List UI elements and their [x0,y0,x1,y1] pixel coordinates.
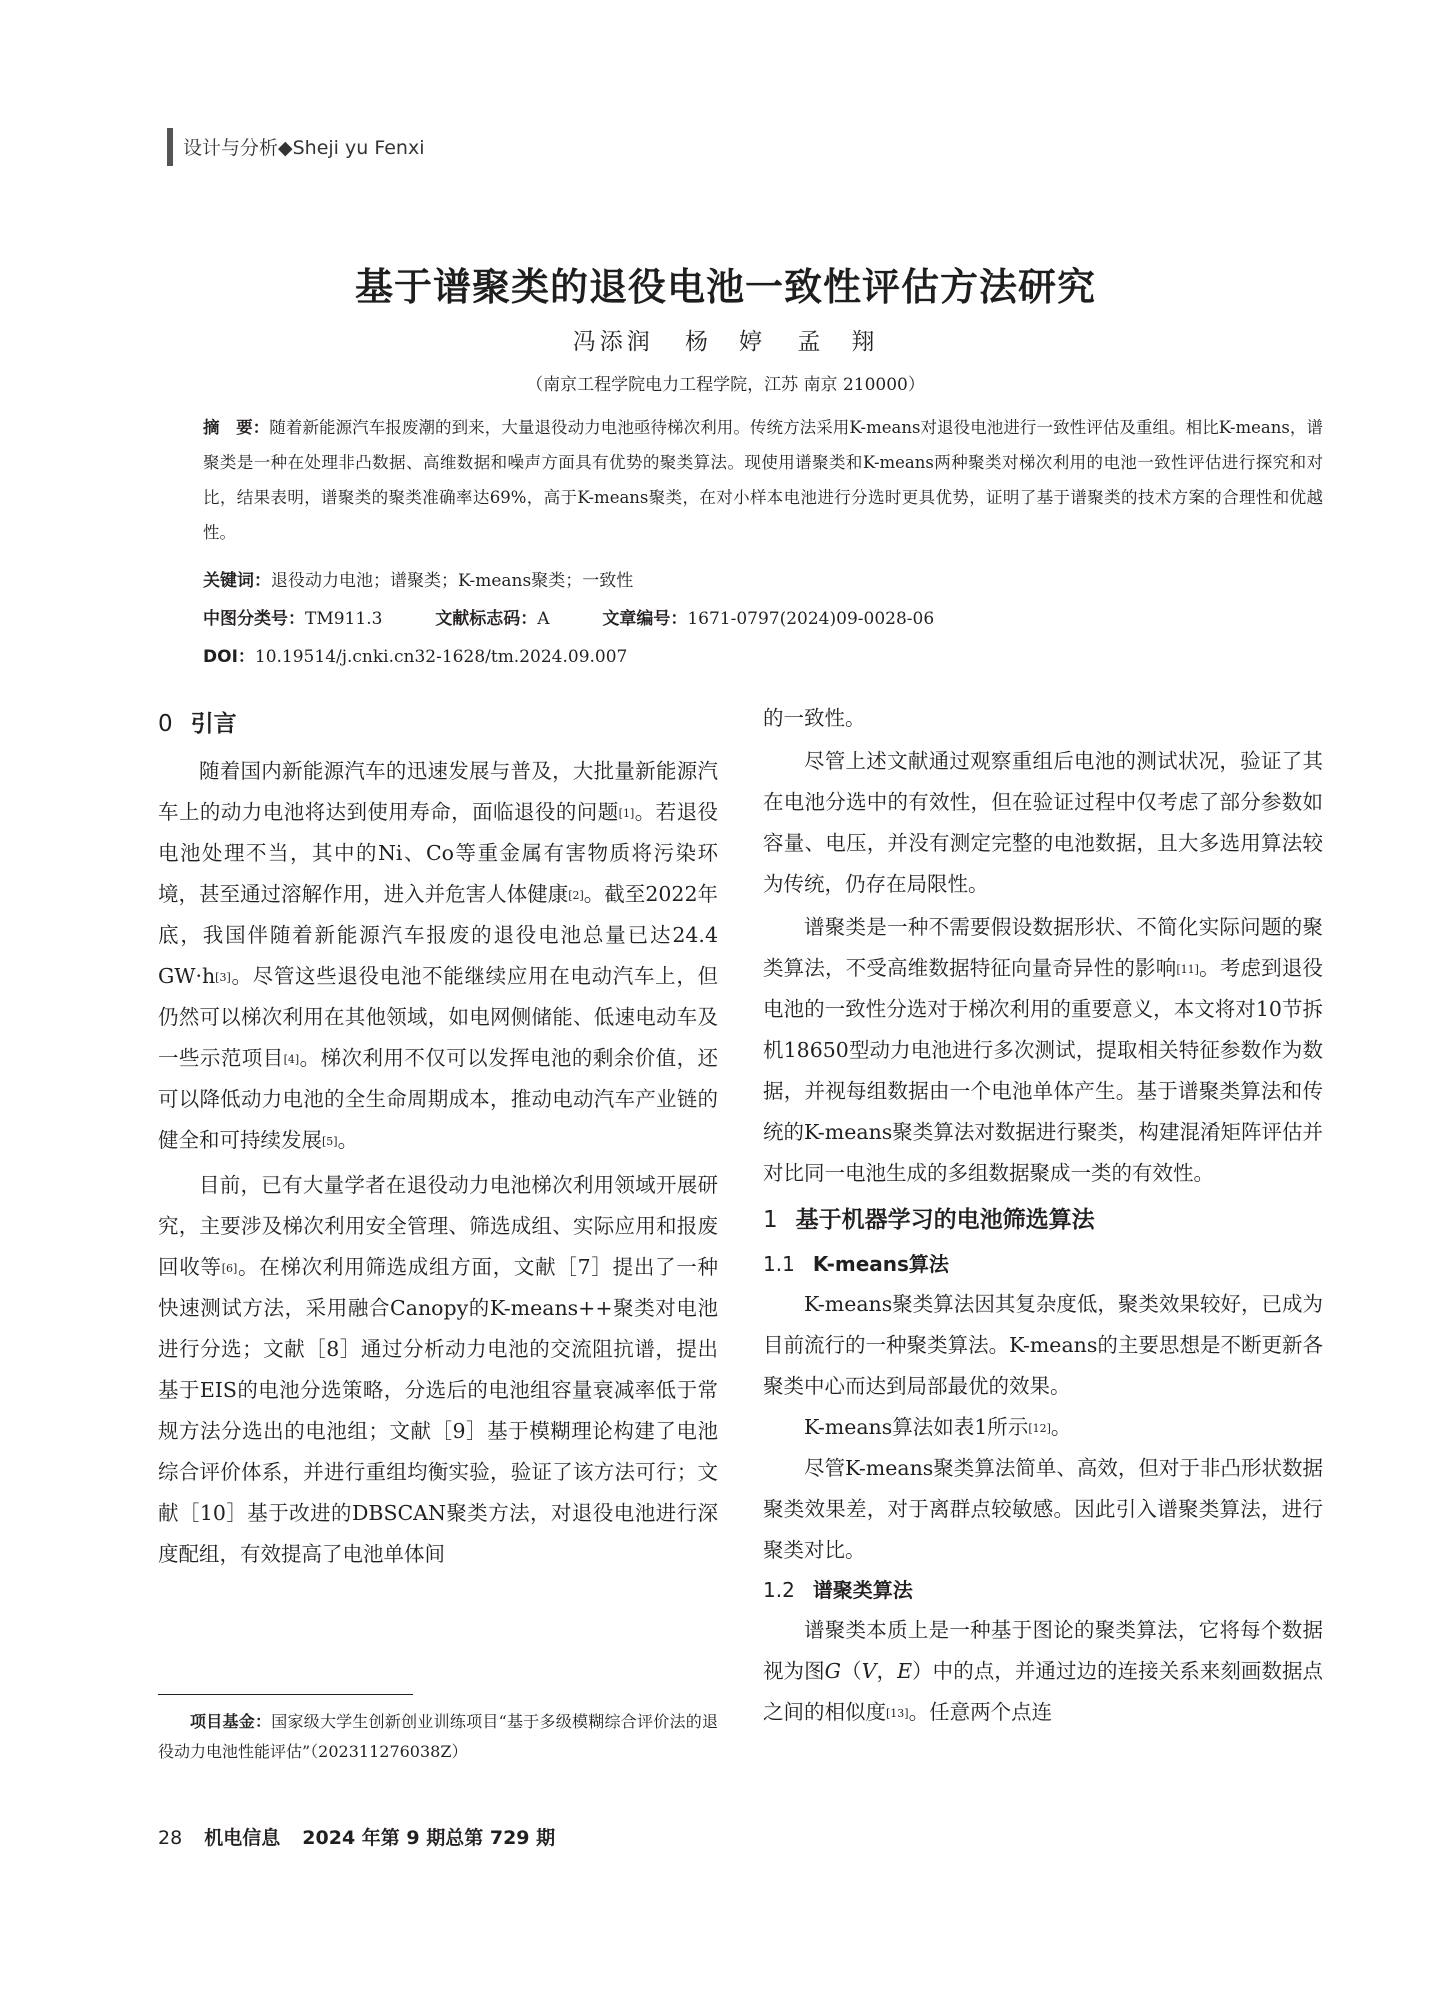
section-title: 基于机器学习的电池筛选算法 [795,1207,1095,1233]
citation: [6] [221,1262,238,1275]
clc-label: 中图分类号： [203,609,305,629]
intro-paragraph-3: 尽管上述文献通过观察重组后电池的测试状况，验证了其在电池分选中的有效性，但在验证过程中仅考虑了部分参数如容量、电压，并没有测定完整的电池数据，且大多选用算法较为传统，仍存在局限性。 [763,749,1323,896]
article-no-label: 文章编号： [602,609,688,629]
page-number: 28 [158,1827,183,1849]
keywords-text: 退役动力电池；谱聚类；K-means聚类；一致性 [271,571,634,591]
subsection-number: 1.2 [763,1578,795,1602]
doc-code-label: 文献标志码： [435,609,538,629]
intro-paragraph-2: 目前，已有大量学者在退役动力电池梯次利用领域开展研究，主要涉及梯次利用安全管理、筛选成组、实际应用和报废回收等[6]。在梯次利用筛选成组方面，文献［7］提出了一种快速测试方法，采用融合Canopy的K-means++聚类对电池进行分选；文献［8］通过分析动力电池的交流阻抗谱，提出基于EIS的电池分选策略，分选后的电池组容量衰减率低于常规方法分选出的电池组；文献［9］基于模糊理论构建了电池综合评价体系，并进行重组均衡实验，验证了该方法可行；文献［10］基于改进的DBSCAN聚类方法，对退役电池进行深度配组，有效提高了电池单体间 [158,1173,719,1566]
citation: [2] [568,889,584,902]
subsection-title: K-means算法 [812,1252,949,1276]
paper-title: 基于谱聚类的退役电池一致性评估方法研究 [354,265,1096,309]
issue-info: 2024 年第 9 期总第 729 期 [302,1827,556,1849]
section-title: 引言 [190,711,237,737]
footnote-text: 国家级大学生创新创业训练项目“基于多级模糊综合评价法的退役动力电池性能评估”（202311276038Z） [158,1712,718,1761]
subsection-title: 谱聚类算法 [812,1578,913,1602]
intro-paragraph-2-continued: 的一致性。 [763,706,866,730]
kmeans-paragraph-2: K-means算法如表1所示[12]。 [804,1415,1072,1439]
abstract-text: 随着新能源汽车报废潮的到来，大量退役动力电池亟待梯次利用。传统方法采用K-means对退役电池进行一致性评估及重组。相比K-means，谱聚类是一种在处理非凸数据、高维数据和噪声方面具有优势的聚类算法。现使用谱聚类和K-means两种聚类对梯次利用的电池一致性评估进行探究和对比，结果表明，谱聚类的聚类准确率达69%，高于K-means聚类，在对小样本电池进行分选时更具优势，证明了基于谱聚类的技术方案的合理性和优越性。 [203,418,1323,542]
citation: [1] [618,807,635,820]
citation: [4] [283,1053,300,1066]
citation: [12] [1028,1422,1051,1435]
affiliation: （南京工程学院电力工程学院，江苏 南京 210000） [526,375,925,395]
citation: [5] [322,1135,338,1148]
author-2: 杨 婷 [685,329,766,355]
classification [203,604,934,629]
running-header: 设计与分析◆Sheji yu Fenxi [183,137,425,159]
section-heading-1 [763,1200,1323,1241]
section-number: 0 [158,711,173,737]
header-bar [167,128,173,166]
footnote-rule [158,1694,413,1695]
article-no-value: 1671-0797(2024)09-0028-06 [687,609,935,629]
right-column [763,698,1323,1733]
citation: [11] [1176,963,1199,976]
author-1: 冯添润 [572,329,654,355]
doi [203,642,627,667]
abstract-label: 摘 要： [203,418,270,437]
clc-value: TM911.3 [305,609,383,629]
keywords [203,566,633,591]
authors [0,323,1451,356]
subsection-heading-1-1 [763,1245,1323,1284]
abstract [203,410,1323,550]
kmeans-paragraph-1: K-means聚类算法因其复杂度低，聚类效果较好，已成为目前流行的一种聚类算法。K-means的主要思想是不断更新各聚类中心而达到局部最优的效果。 [763,1292,1323,1398]
graph-symbol: G [824,1659,842,1683]
section-number: 1 [763,1207,778,1233]
page-footer [158,1823,555,1850]
citation: [3] [215,971,231,984]
section-heading-0 [158,704,718,745]
subsection-number: 1.1 [763,1252,795,1276]
doc-code-value: A [537,609,550,629]
doi-label: DOI： [203,647,255,667]
author-3: 孟 翔 [797,329,879,355]
intro-paragraph-4: 谱聚类是一种不需要假设数据形状、不简化实际问题的聚类算法，不受高维数据特征向量奇异性的影响[11]。考虑到退役电池的一致性分选对于梯次利用的重要意义，本文将对10节拆机18650型动力电池进行多次测试，提取相关特征参数作为数据，并视每组数据由一个电池单体产生。基于谱聚类算法和传统的K-means聚类算法对数据进行聚类，构建混淆矩阵评估并对比同一电池生成的多组数据聚成一类的有效性。 [763,915,1324,1185]
subsection-heading-1-2 [763,1571,1323,1610]
kmeans-paragraph-3: 尽管K-means聚类算法简单、高效，但对于非凸形状数据聚类效果差，对于离群点较敏感。因此引入谱聚类算法，进行聚类对比。 [763,1456,1323,1562]
journal-name: 机电信息 [204,1827,281,1849]
spectral-paragraph-1: 谱聚类本质上是一种基于图论的聚类算法，它将每个数据视为图G（V，E）中的点，并通过边的连接关系来刻画数据点之间的相似度[13]。任意两个点连 [763,1618,1324,1724]
left-column [158,704,718,1575]
citation: [13] [886,1707,909,1720]
intro-paragraph-1: 随着国内新能源汽车的迅速发展与普及，大批量新能源汽车上的动力电池将达到使用寿命，面临退役的问题[1]。若退役电池处理不当，其中的Ni、Co等重金属有害物质将污染环境，甚至通过溶解作用，进入并危害人体健康[2]。截至2022年底，我国伴随着新能源汽车报废的退役电池总量已达24.4 GW·h[3]。尽管这些退役电池不能继续应用在电动汽车上，但仍然可以梯次利用在其他领域，如电网侧储能、低速电动车及一些示范项目[4]。梯次利用不仅可以发挥电池的剩余价值，还可以降低动力电池的全生命周期成本，推动电动汽车产业链的健全和可持续发展[5]。 [158,759,719,1152]
footnote-label: 项目基金： [190,1712,272,1731]
doi-value: 10.19514/j.cnki.cn32-1628/tm.2024.09.007 [254,647,628,667]
funding-footnote [158,1707,718,1767]
keywords-label: 关键词： [203,571,271,591]
